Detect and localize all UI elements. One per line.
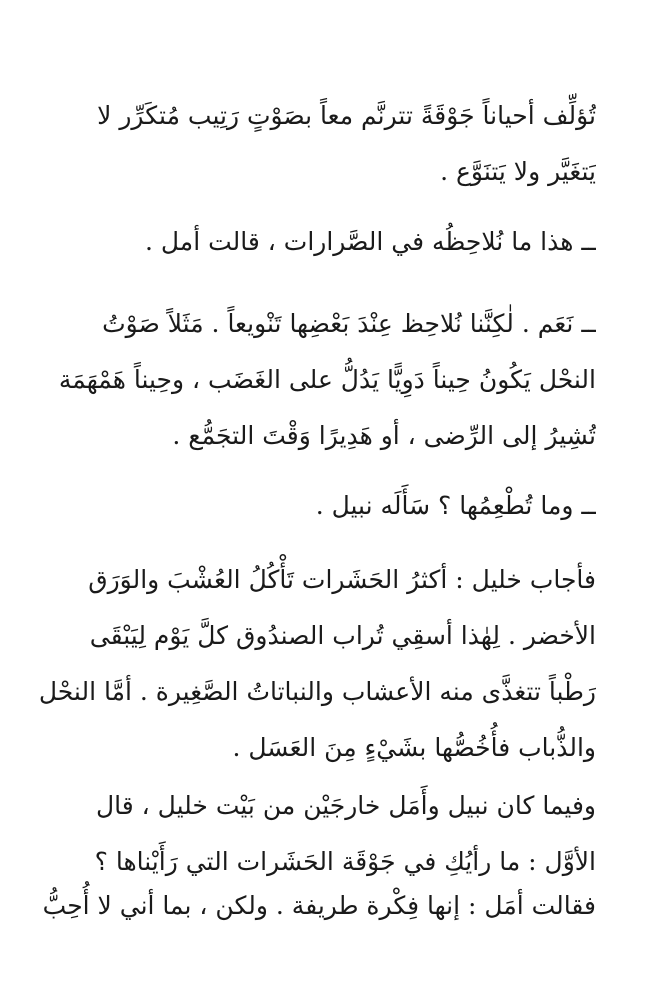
text-line: تُؤلِّف أحياناً جَوْقَةً تترنَّم معاً بصَوْتٍ رَتِيب مُتكَرِّر لا <box>97 101 596 130</box>
text-line: تُشِيرُ إلى الرِّضى ، أو هَدِيرًا وَقْتَ التجَمُّع . <box>172 421 596 450</box>
text-line: رَطْباً تتغذَّى منه الأعشاب والنباتاتُ الصَّغِيرة . أمَّا النحْل <box>38 677 596 706</box>
text-line: الأخضر . لِهٰذا أسقِي تُراب الصندُوق كلَّ يَوْم لِيَبْقَى <box>89 621 596 650</box>
paragraph-6 <box>6 778 620 890</box>
paragraph-1 <box>6 88 620 200</box>
text-line: فأجاب خليل : أكثرُ الحَشَرات تَأْكُلُ العُشْبَ والوَرَق <box>88 565 596 594</box>
text-line: والذُّباب فأُخُصُّها بشَيْءٍ مِنَ العَسَل . <box>232 733 596 762</box>
text-line: فقالت أمَل : إنها فِكْرة طريفة . ولكن ، بما أني لا أُحِبُّ <box>42 891 596 920</box>
text-line: يَتغَيَّر ولا يَتنَوَّع . <box>440 157 596 186</box>
text-line: النحْل يَكُونُ حِيناً دَوِيًّا يَدُلُّ على الغَضَب ، وحِيناً هَمْهَمَة <box>58 365 596 394</box>
paragraph-3 <box>6 296 620 464</box>
text-line: ــ وما تُطْعِمُها ؟ سَأَلَه نبيل . <box>315 491 596 520</box>
paragraph-2 <box>6 214 620 270</box>
text-line: ــ نَعَم . لٰكِنَّنا نُلاحِظ عِنْدَ بَعْضِها تَنْويعاً . مَثَلاً صَوْتُ <box>102 309 596 338</box>
book-page <box>30 0 620 1000</box>
paragraph-5 <box>6 552 620 776</box>
paragraph-4 <box>6 478 620 534</box>
paragraph-7 <box>6 878 620 934</box>
text-line: ــ هذا ما نُلاحِظُه في الصَّرارات ، قالت أمل . <box>144 227 596 256</box>
text-line: وفيما كان نبيل وأَمَل خارجَيْن من بَيْت خليل ، قال <box>95 791 596 820</box>
text-line: الأوَّل : ما رأيُكِ في جَوْقَة الحَشَرات التي رَأَيْناها ؟ <box>94 847 596 876</box>
